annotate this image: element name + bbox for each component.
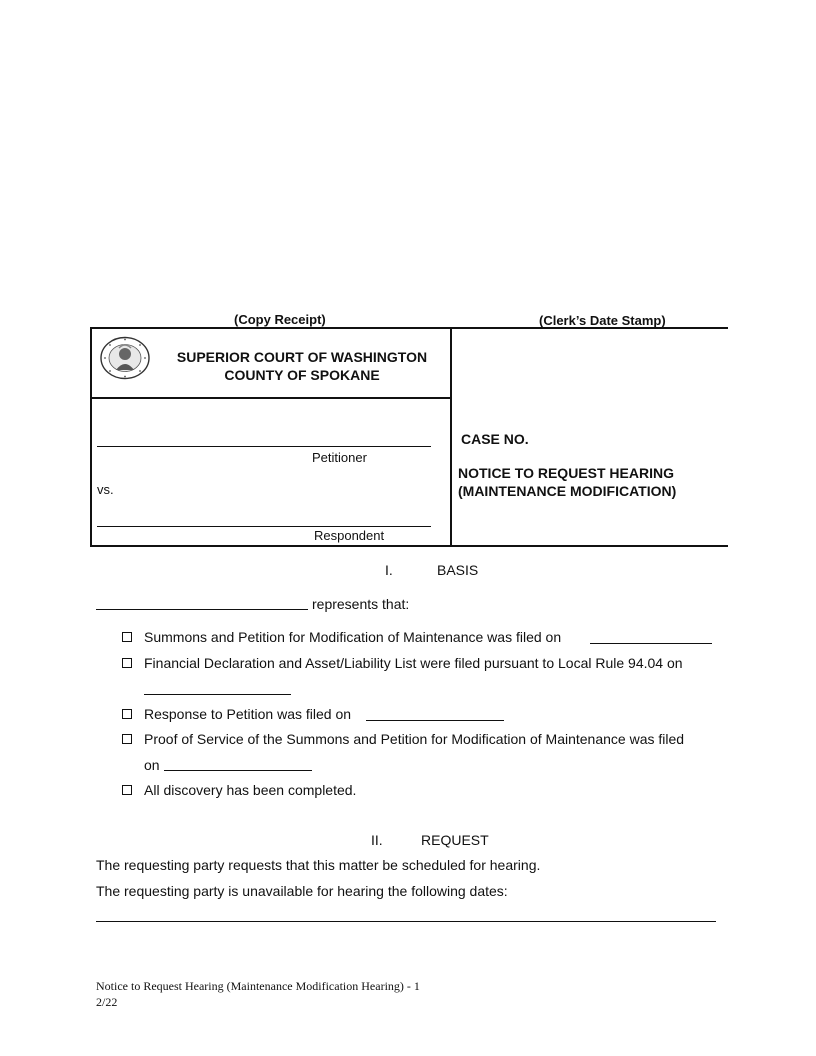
unavailable-dates-line[interactable]	[96, 921, 716, 922]
court-seal-icon	[99, 336, 151, 380]
represents-party-line[interactable]	[96, 609, 308, 610]
clerk-date-stamp-label: (Clerk’s Date Stamp)	[539, 313, 666, 328]
checkbox-summons-filed[interactable]	[122, 632, 132, 642]
section2-numeral: II.	[371, 832, 383, 848]
respondent-name-line[interactable]	[97, 526, 431, 527]
versus-label: vs.	[97, 482, 114, 497]
footer-revision: 2/22	[96, 995, 118, 1009]
caption-divider-vertical	[450, 327, 452, 545]
item-financial-declaration: Financial Declaration and Asset/Liability List were filed pursuant to Local Rule 94.04 on	[144, 655, 683, 671]
caption-divider-horizontal	[90, 397, 451, 399]
court-name: SUPERIOR COURT OF WASHINGTON	[176, 349, 428, 365]
petitioner-label: Petitioner	[312, 450, 367, 465]
footer-title: Notice to Request Hearing (Maintenance Modification Hearing) - 1	[96, 979, 420, 993]
summons-date-line[interactable]	[590, 643, 712, 644]
document-subtitle: (MAINTENANCE MODIFICATION)	[458, 483, 677, 499]
item-summons-filed: Summons and Petition for Modification of Maintenance was filed on	[144, 629, 562, 645]
proof-of-service-on-label: on	[144, 757, 160, 773]
represents-text: represents that:	[312, 596, 410, 612]
unavailable-dates-text: The requesting party is unavailable for hearing the following dates:	[96, 883, 508, 899]
document-title: NOTICE TO REQUEST HEARING	[458, 465, 674, 481]
proof-of-service-date-line[interactable]	[164, 770, 312, 771]
request-scheduling-text: The requesting party requests that this matter be scheduled for hearing.	[96, 857, 541, 873]
item-response-filed: Response to Petition was filed on	[144, 706, 352, 722]
respondent-label: Respondent	[314, 528, 385, 543]
section1-heading: BASIS	[437, 562, 479, 578]
item-discovery-completed: All discovery has been completed.	[144, 782, 357, 798]
case-number-label: CASE NO.	[461, 431, 529, 447]
checkbox-proof-of-service[interactable]	[122, 734, 132, 744]
section1-numeral: I.	[385, 562, 393, 578]
checkbox-response-filed[interactable]	[122, 709, 132, 719]
copy-receipt-label: (Copy Receipt)	[234, 312, 326, 327]
response-date-line[interactable]	[366, 720, 504, 721]
financial-declaration-date-line[interactable]	[144, 694, 291, 695]
checkbox-financial-declaration[interactable]	[122, 658, 132, 668]
checkbox-discovery-completed[interactable]	[122, 785, 132, 795]
petitioner-name-line[interactable]	[97, 446, 431, 447]
court-county: COUNTY OF SPOKANE	[224, 367, 380, 383]
item-proof-of-service: Proof of Service of the Summons and Petition for Modification of Maintenance was filed	[144, 731, 685, 747]
section2-heading: REQUEST	[421, 832, 489, 848]
